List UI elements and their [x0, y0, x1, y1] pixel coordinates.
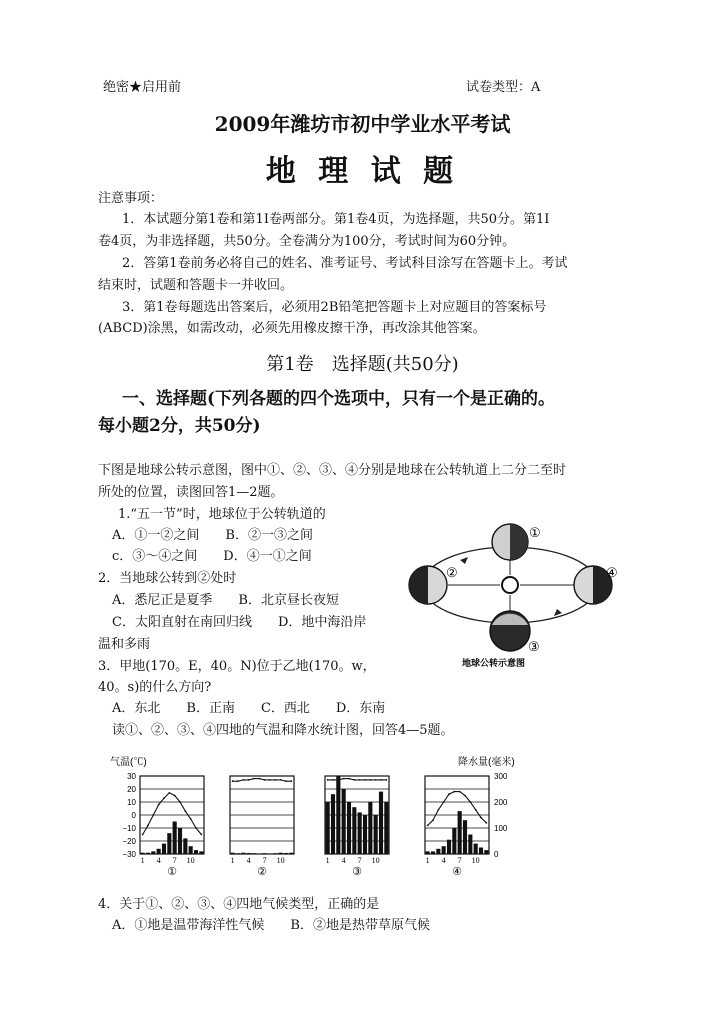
notice-line: 1．本试题分第1卷和第1I卷两部分。第1卷4页，为选择题，共50分。第1I — [122, 212, 550, 227]
section-heading: 一、选择题(下列各题的四个选项中，只有一个是正确的。 — [122, 389, 556, 409]
precip-bar — [199, 851, 203, 854]
precip-bar — [479, 848, 483, 855]
temp-point — [269, 779, 271, 781]
temp-point — [142, 834, 144, 836]
q2-stem: 2．当地球公转到②处时 — [98, 571, 237, 586]
temp-tick-label: −20 — [122, 837, 136, 846]
temp-point — [280, 779, 282, 781]
precip-bar — [247, 853, 251, 854]
temp-tick-label: −10 — [122, 824, 136, 833]
notice-line: 2．答第1卷前务必将自己的姓名、准考证号、考试科目涂写在答题卡上。考试 — [122, 256, 568, 271]
temp-line — [428, 792, 487, 826]
temp-point — [453, 791, 455, 793]
precip-bar — [331, 794, 335, 854]
temp-point — [432, 819, 434, 821]
temp-line — [233, 779, 292, 782]
paper-type: 试卷类型：A — [466, 80, 541, 95]
chart-label: ① — [167, 865, 177, 878]
precip-bar — [463, 820, 467, 854]
orbit-label: ① — [529, 526, 541, 541]
temp-tick-label: 30 — [127, 772, 136, 781]
temp-axis-title: 气温(℃) — [110, 757, 147, 768]
month-tick: 10 — [471, 856, 480, 865]
month-tick: 1 — [425, 856, 430, 865]
temp-point — [237, 780, 239, 782]
precip-bar — [342, 789, 346, 854]
q2-options: C．太阳直射在南回归线 D．地中海沿岸 — [112, 615, 367, 630]
temp-point — [232, 780, 234, 782]
precip-bar — [326, 802, 330, 854]
section-heading-2: 每小题2分，共50分) — [98, 416, 261, 436]
temp-point — [195, 827, 197, 829]
precip-bar — [289, 853, 293, 854]
month-tick: 10 — [276, 856, 285, 865]
temp-point — [475, 809, 477, 811]
temp-point — [274, 779, 276, 781]
intro-line: 所处的位置，读图回答1—2题。 — [98, 485, 284, 500]
orbit-caption: 地球公转示意图 — [462, 659, 526, 669]
temp-point — [337, 779, 339, 781]
precip-bar — [257, 853, 261, 854]
notice-heading: 注意事项： — [98, 191, 164, 206]
q2-options: A．悉尼正是夏季 B．北京昼长夜短 — [112, 593, 339, 608]
orbit-diagram — [400, 515, 640, 675]
precip-bar — [273, 853, 277, 854]
temp-point — [147, 825, 149, 827]
precip-bar — [263, 853, 267, 854]
temp-point — [327, 779, 329, 781]
precip-bar — [236, 853, 240, 854]
temp-point — [158, 804, 160, 806]
month-tick: 7 — [262, 856, 267, 865]
orbit-label: ② — [446, 566, 458, 581]
temp-tick-label: −30 — [122, 850, 136, 859]
month-tick: 1 — [140, 856, 145, 865]
precip-bar — [284, 853, 288, 854]
q4-options: A．①地是温带海洋性气候 B．②地是热带草原气候 — [112, 918, 430, 933]
month-tick: 4 — [246, 856, 251, 865]
climate-charts — [110, 752, 530, 882]
precip-bar — [484, 850, 488, 854]
temp-point — [359, 779, 361, 781]
precip-bar — [363, 815, 367, 854]
temp-point — [353, 779, 355, 781]
precip-bar — [279, 853, 283, 854]
month-tick: 4 — [441, 856, 446, 865]
precip-bar — [189, 846, 193, 854]
temp-point — [385, 779, 387, 781]
temp-point — [285, 780, 287, 782]
month-tick: 7 — [457, 856, 462, 865]
temp-point — [448, 793, 450, 795]
chart-label: ③ — [352, 865, 362, 878]
month-tick: 10 — [371, 856, 380, 865]
precip-bar — [241, 853, 245, 854]
precip-bar — [173, 822, 177, 855]
temp-point — [343, 778, 345, 780]
q2-options: 温和多雨 — [98, 637, 151, 652]
notice-line: 3．第1卷每题选出答案后，必须用2B铅笔把答题卡上对应题目的答案标号 — [122, 300, 547, 315]
precip-bar — [379, 792, 383, 854]
precip-bar — [384, 802, 388, 854]
precip-bar — [151, 851, 155, 854]
q3-options: A．东北 B．正南 C．西北 D．东南 — [112, 701, 386, 716]
subject-title: 地 理 试 题 — [265, 154, 460, 189]
precip-bar — [336, 776, 340, 854]
precip-tick-label: 100 — [494, 824, 508, 833]
temp-point — [248, 779, 250, 781]
precip-bar — [458, 811, 462, 854]
q3-stem: 40。s)的什么方向? — [98, 680, 212, 695]
temp-point — [163, 797, 165, 799]
temp-point — [190, 818, 192, 820]
precip-bar — [162, 844, 166, 854]
precip-bar — [426, 851, 430, 854]
temp-point — [152, 814, 154, 816]
temp-point — [375, 779, 377, 781]
q4-stem: 4．关于①、②、③、④四地气候类型，正确的是 — [98, 897, 380, 912]
month-tick: 1 — [230, 856, 235, 865]
precip-bar — [167, 833, 171, 854]
precip-bar — [352, 807, 356, 854]
orbit-label: ④ — [606, 566, 618, 581]
precip-bar — [146, 853, 150, 854]
q1-options: c．③～④之间 D．④一①之间 — [112, 549, 312, 564]
confidential-label: 绝密★启用前 — [103, 80, 182, 95]
temp-tick-label: 20 — [127, 785, 136, 794]
q3-stem: 3．甲地(170。E，40。N)位于乙地(170。w， — [98, 659, 376, 674]
notice-line: (ABCD)涂黑，如需改动，必须先用橡皮擦干净，再改涂其他答案。 — [98, 321, 486, 336]
precip-bar — [268, 853, 272, 854]
precip-bar — [368, 802, 372, 854]
volume-title: 第1卷 选择题(共50分) — [266, 354, 459, 375]
precip-bar — [358, 812, 362, 854]
precip-bar — [474, 844, 478, 854]
month-tick: 4 — [341, 856, 346, 865]
month-tick: 1 — [325, 856, 330, 865]
precip-tick-label: 0 — [494, 850, 499, 859]
temp-point — [364, 779, 366, 781]
temp-point — [242, 779, 244, 781]
temp-point — [480, 817, 482, 819]
precip-bar — [252, 853, 256, 854]
precip-tick-label: 300 — [494, 772, 508, 781]
temp-point — [485, 822, 487, 824]
temp-point — [348, 778, 350, 780]
precip-bar — [194, 850, 198, 854]
sun-icon — [502, 577, 518, 593]
temp-point — [437, 809, 439, 811]
temp-point — [464, 795, 466, 797]
temp-point — [290, 780, 292, 782]
notice-line: 结束时，试题和答题卡一并收回。 — [98, 278, 294, 293]
temp-point — [253, 778, 255, 780]
precip-bar — [231, 853, 235, 854]
temp-point — [200, 834, 202, 836]
temp-point — [443, 801, 445, 803]
precip-bar — [447, 840, 451, 854]
precip-bar — [157, 849, 161, 854]
month-tick: 7 — [172, 856, 177, 865]
precip-axis-title: 降水量(毫米) — [458, 757, 515, 768]
precip-bar — [183, 838, 187, 854]
temp-point — [179, 801, 181, 803]
temp-point — [184, 810, 186, 812]
precip-bar — [347, 802, 351, 854]
precip-bar — [141, 853, 145, 854]
temp-point — [369, 779, 371, 781]
exam-title: 2009年潍坊市初中学业水平考试 — [214, 112, 511, 136]
precip-tick-label: 200 — [494, 798, 508, 807]
precip-bar — [374, 815, 378, 854]
temp-point — [174, 795, 176, 797]
chart-label: ② — [257, 865, 267, 878]
precip-bar — [436, 849, 440, 854]
temp-point — [469, 801, 471, 803]
temp-tick-label: 0 — [131, 811, 136, 820]
precip-bar — [468, 835, 472, 855]
temp-tick-label: 10 — [127, 798, 136, 807]
month-tick: 7 — [357, 856, 362, 865]
chart-label: ④ — [452, 865, 462, 878]
precip-bar — [431, 851, 435, 854]
temp-point — [427, 825, 429, 827]
temp-point — [459, 791, 461, 793]
climate-intro: 读①、②、③、④四地的气温和降水统计图，回答4—5题。 — [112, 723, 454, 738]
temp-point — [380, 779, 382, 781]
q1-stem: 1.“五一节”时，地球位于公转轨道的 — [118, 507, 326, 522]
q1-options: A．①一②之间 B．②一③之间 — [112, 528, 313, 543]
intro-line: 下图是地球公转示意图，图中①、②、③、④分别是地球在公转轨道上二分二至时 — [98, 463, 567, 478]
precip-bar — [452, 828, 456, 854]
temp-point — [264, 779, 266, 781]
orbit-label: ③ — [528, 640, 540, 655]
temp-point — [332, 779, 334, 781]
notice-line: 卷4页，为非选择题，共50分。全卷满分为100分，考试时间为60分钟。 — [98, 234, 516, 249]
temp-point — [258, 778, 260, 780]
precip-bar — [442, 846, 446, 854]
month-tick: 4 — [156, 856, 161, 865]
month-tick: 10 — [186, 856, 195, 865]
temp-point — [168, 792, 170, 794]
precip-bar — [178, 828, 182, 854]
